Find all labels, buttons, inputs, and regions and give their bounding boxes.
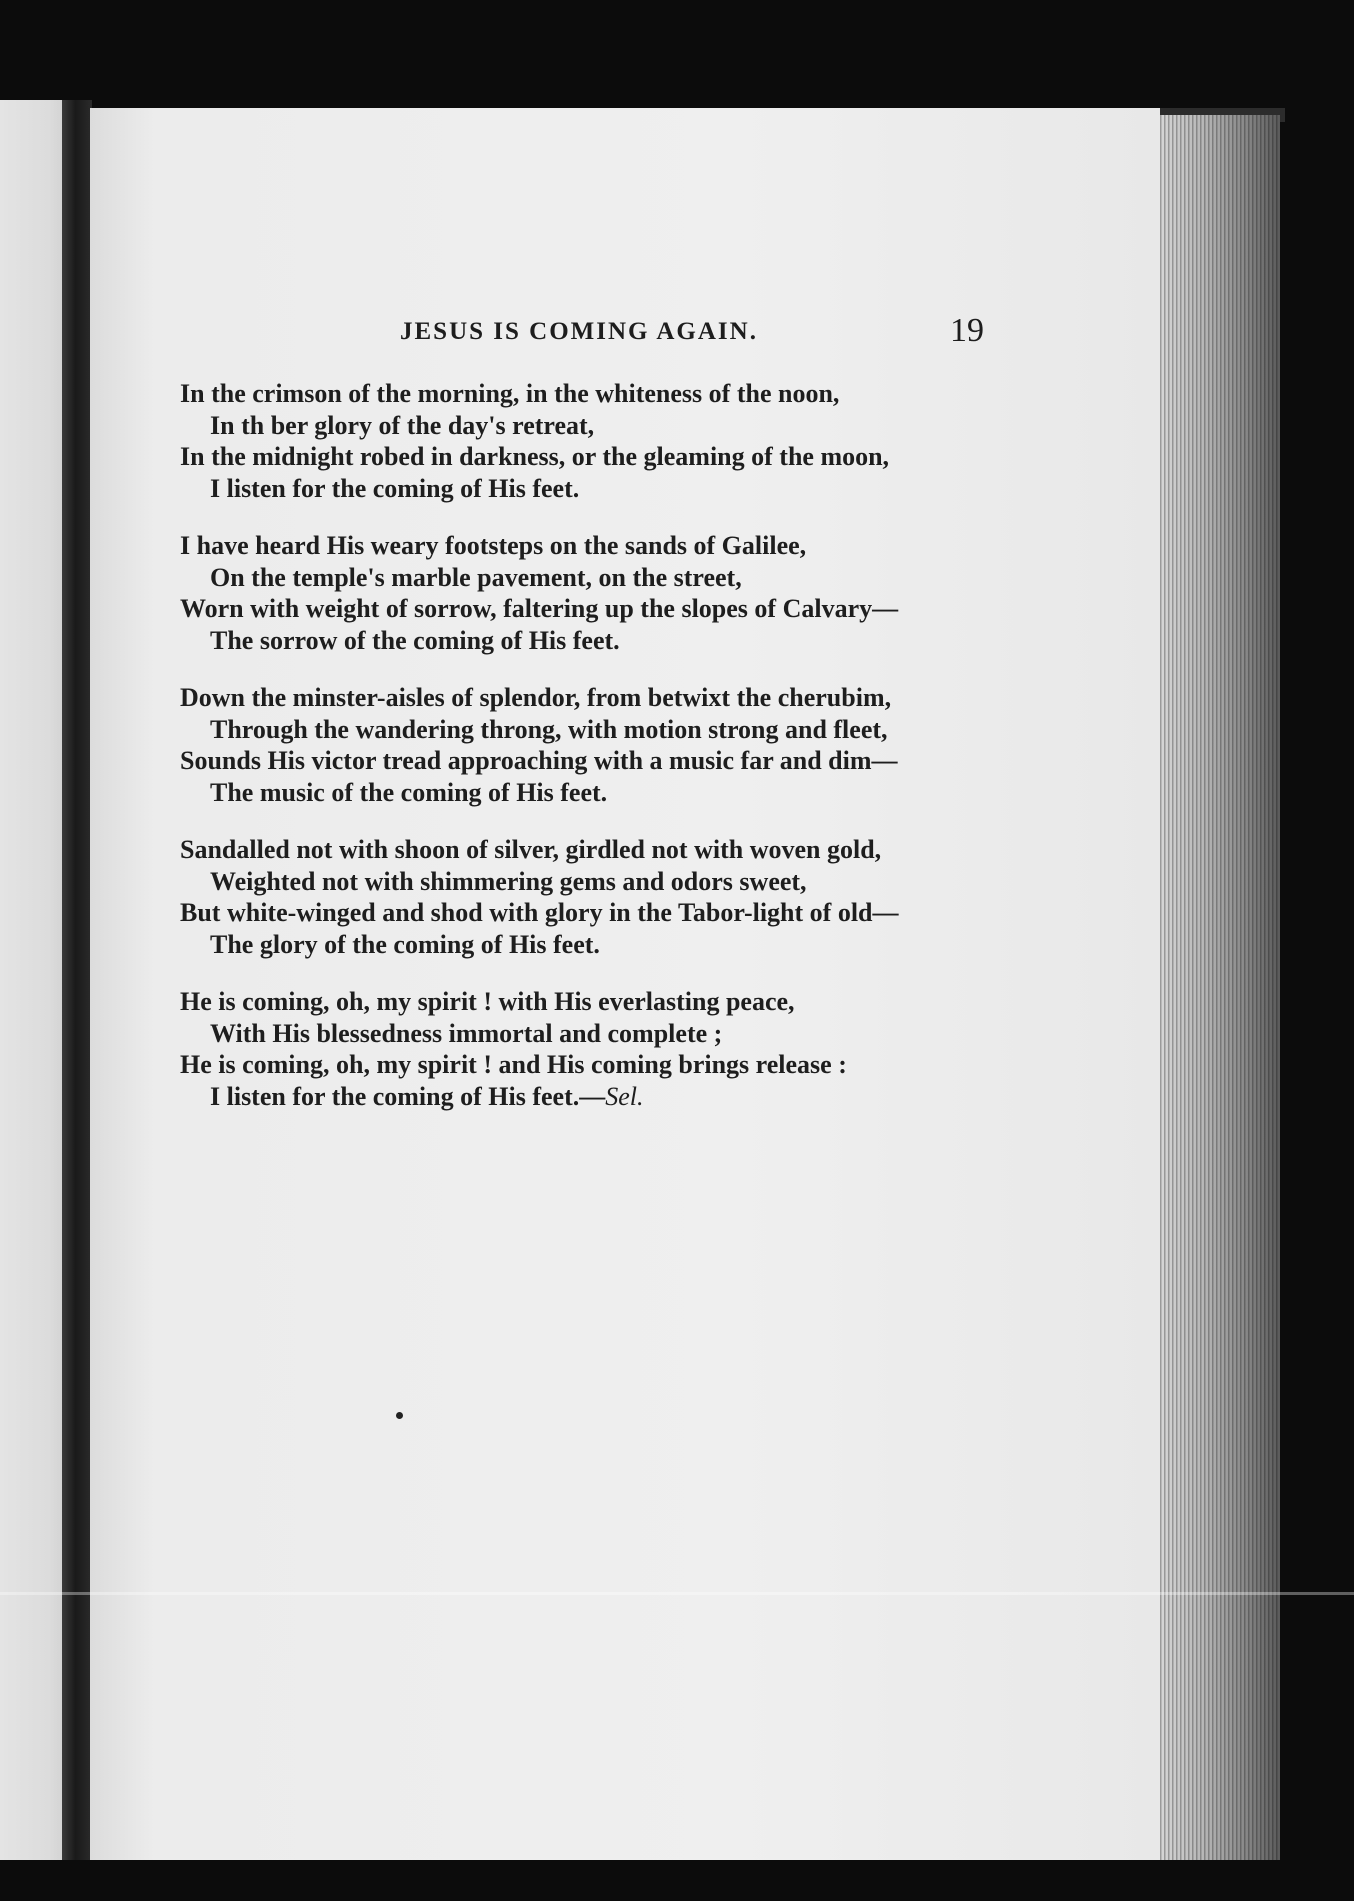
- poem-line: In the crimson of the morning, in the whiteness of the noon,: [180, 379, 840, 408]
- poem-line: In th ber glory of the day's retreat,: [210, 410, 595, 440]
- book-gutter: [62, 100, 92, 1860]
- poem-line: Weighted not with shimmering gems and odors sweet,: [210, 866, 807, 896]
- scan-artifact-line: [0, 1592, 1354, 1595]
- stanza-4: [180, 834, 1010, 960]
- running-title: JESUS IS COMING AGAIN.: [400, 318, 758, 345]
- poem-line: Through the wandering throng, with motion strong and fleet,: [210, 714, 888, 744]
- poem-line: I have heard His weary footsteps on the sands of Galilee,: [180, 531, 807, 560]
- poem-line: On the temple's marble pavement, on the street,: [210, 562, 742, 592]
- poem-line: He is coming, oh, my spirit ! and His coming brings release :: [180, 1050, 847, 1079]
- poem-line: Worn with weight of sorrow, faltering up the slopes of Calvary—: [180, 594, 899, 623]
- poem: [180, 378, 1010, 1138]
- page-number: 19: [950, 312, 984, 349]
- poem-line: Sounds His victor tread approaching with a music far and dim—: [180, 746, 898, 775]
- page-block-edge: [1160, 115, 1280, 1860]
- attribution: Sel.: [605, 1081, 644, 1111]
- page-header: [400, 312, 1354, 358]
- stanza-2: [180, 530, 1010, 656]
- stanza-1: [180, 378, 1010, 504]
- poem-line: In the midnight robed in darkness, or the gleaming of the moon,: [180, 442, 890, 471]
- poem-line: With His blessedness immortal and complete ;: [210, 1018, 723, 1048]
- poem-line: He is coming, oh, my spirit ! with His everlasting peace,: [180, 987, 795, 1016]
- ink-speck: [396, 1412, 403, 1419]
- poem-line: The glory of the coming of His feet.: [210, 929, 600, 959]
- facing-page-edge: [0, 100, 70, 1860]
- poem-line: I listen for the coming of His feet.: [210, 473, 580, 503]
- stanza-3: [180, 682, 1010, 808]
- poem-last-line: [180, 1081, 1010, 1113]
- poem-line: The music of the coming of His feet.: [210, 777, 608, 807]
- poem-line: Down the minster-aisles of splendor, from betwixt the cherubim,: [180, 683, 892, 712]
- poem-line: But white-winged and shod with glory in the Tabor-light of old—: [180, 898, 899, 927]
- poem-line-text: I listen for the coming of His feet.—: [210, 1081, 606, 1111]
- poem-line: Sandalled not with shoon of silver, girdled not with woven gold,: [180, 835, 882, 864]
- poem-line: The sorrow of the coming of His feet.: [210, 625, 620, 655]
- stanza-5: [180, 986, 1010, 1112]
